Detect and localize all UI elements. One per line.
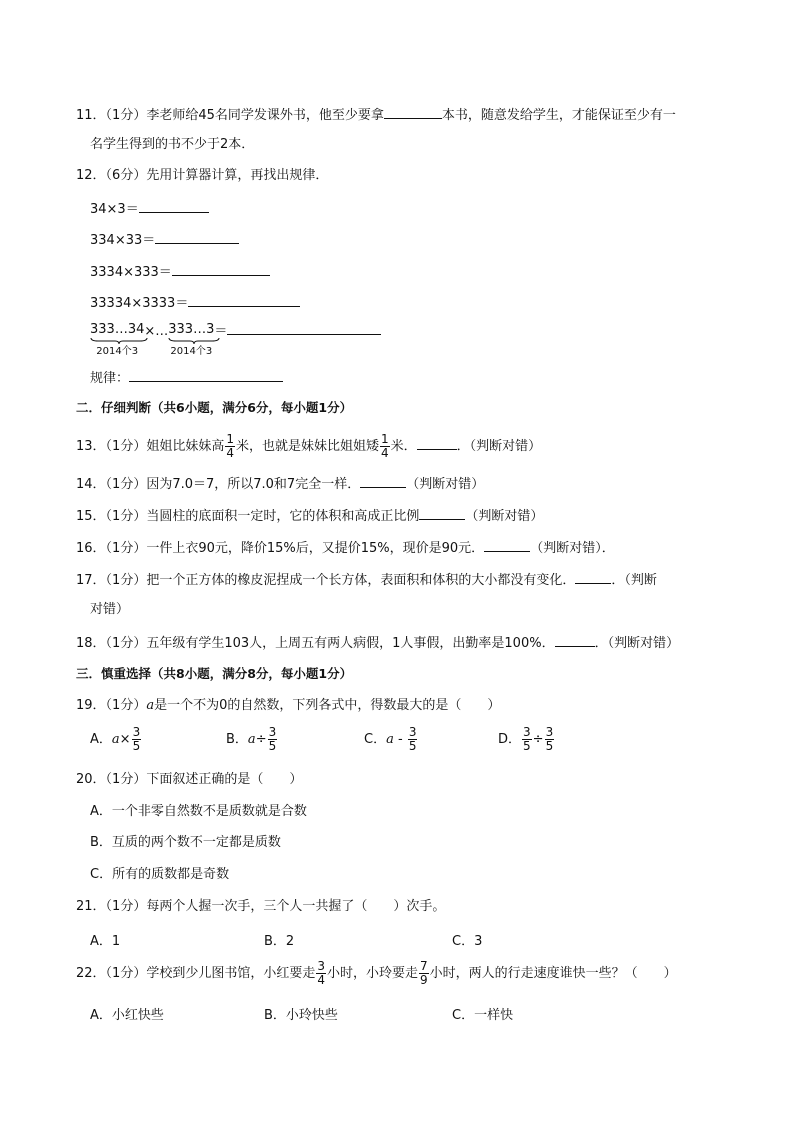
frac-den: 4	[380, 446, 389, 460]
q21-option-b[interactable]: B．2	[264, 934, 295, 949]
frac-den: 9	[419, 973, 428, 987]
q19-pre: 19．（1分）	[76, 698, 147, 713]
q12-eq-4-text: 33334×3333＝	[90, 296, 189, 311]
q16-tail: （判断对错）．	[530, 541, 615, 556]
q20-option-c[interactable]: C．所有的质数都是奇数	[90, 867, 230, 882]
q19-option-d[interactable]	[498, 726, 555, 753]
q12-eq-4-blank[interactable]	[188, 292, 300, 307]
q12-eq-1-text: 34×3＝	[90, 202, 139, 217]
frac-num: 1	[380, 432, 389, 446]
frac-den: 5	[523, 739, 531, 753]
q17-text: 17．（1分）把一个正方体的橡皮泥捏成一个长方体，表面积和体积的大小都没有变化．	[76, 573, 576, 588]
q12-eq-2-text: 334×33＝	[90, 233, 156, 248]
option-fraction	[132, 726, 142, 753]
q11-line1	[76, 104, 676, 124]
q13-pre: 13．（1分）姐姐比妹妹高	[76, 439, 225, 454]
q20-option-a[interactable]: A．一个非零自然数不是质数就是合数	[90, 804, 307, 819]
q12-eq-3-blank[interactable]	[172, 261, 270, 276]
q18-text: 18．（1分）五年级有学生103人，上周五有两人病假，1人事假，出勤率是100%．	[76, 636, 555, 651]
q17-tail: ．（判断	[611, 573, 657, 588]
q12-brace-label-2: 2014个3	[170, 346, 213, 357]
section3-title: 三．慎重选择（共8小题，满分8分，每小题1分）	[76, 666, 353, 681]
q22-option-a[interactable]: A．小红快些	[90, 1008, 164, 1023]
q12-rule-label: 规律：	[90, 371, 130, 386]
q14	[76, 473, 484, 493]
q12-eq-3-text: 3334×333＝	[90, 265, 172, 280]
q12-rule-blank[interactable]	[129, 367, 283, 382]
q14-text: 14．（1分）因为7.0＝7，所以7.0和7完全一样．	[76, 477, 361, 492]
frac-num: 3	[545, 725, 554, 739]
frac-den: 5	[545, 739, 554, 753]
q15-tail: （判断对错）	[465, 509, 544, 524]
q12-eq-4	[90, 292, 300, 312]
q17-line2: 对错）	[90, 602, 130, 617]
q12-eq-3	[90, 261, 270, 281]
q14-answer-blank[interactable]	[360, 473, 406, 488]
q11-text-post: 本书，随意发给学生，才能保证至少有一	[441, 108, 676, 123]
q13-fraction-1	[225, 433, 235, 460]
q22-post: 小时，两人的行走速度谁快一些？（ ）	[429, 966, 677, 981]
option-op: -	[393, 732, 407, 747]
q12-eq-2-blank[interactable]	[155, 229, 239, 244]
q20-title: 20．（1分）下面叙述正确的是（ ）	[76, 772, 303, 787]
frac-num: 1	[226, 432, 234, 446]
q22	[76, 960, 677, 988]
frac-den: 4	[226, 446, 234, 460]
q19-post: 是一个不为0的自然数，下列各式中，得数最大的是（ ）	[154, 698, 501, 713]
section2-title: 二．仔细判断（共6小题，满分6分，每小题1分）	[76, 400, 353, 415]
option-op: ×	[119, 732, 131, 747]
q22-option-b[interactable]: B．小玲快些	[264, 1008, 338, 1023]
q21-option-c[interactable]: C．3	[452, 934, 483, 949]
option-fraction-1	[522, 726, 532, 753]
frac-num: 7	[419, 959, 428, 973]
q13-mid: 米，也就是妹妹比姐姐矮	[235, 439, 379, 454]
q22-pre: 22．（1分）学校到少儿图书馆，小红要走	[76, 966, 316, 981]
frac-num: 3	[132, 725, 141, 739]
q22-fraction-1	[316, 960, 326, 987]
q13-tail: ．（判断对错）	[456, 439, 542, 454]
q18-tail: ．（判断对错）	[594, 636, 680, 651]
q15-answer-blank[interactable]	[419, 505, 465, 520]
option-label: D．	[498, 732, 522, 747]
q12-brace-label-1: 2014个3	[96, 346, 139, 357]
q19-option-a[interactable]	[90, 726, 142, 753]
q20-option-b[interactable]: B．互质的两个数不一定都是质数	[90, 835, 281, 850]
q21-option-a[interactable]: A．1	[90, 934, 121, 949]
frac-num: 3	[317, 959, 325, 973]
q12-eq-1-blank[interactable]	[139, 198, 209, 213]
q12-rule	[90, 367, 283, 387]
q15-text: 15．（1分）当圆柱的底面积一定时，它的体积和高成正比例	[76, 509, 420, 524]
q21-title: 21．（1分）每两个人握一次手，三个人一共握了（ ）次手。	[76, 899, 446, 914]
q12-pattern-times: ×…	[144, 324, 169, 339]
q12-eq-2	[90, 229, 239, 249]
q13-answer-blank[interactable]	[417, 435, 457, 450]
option-label: A．	[90, 732, 112, 747]
q15	[76, 505, 543, 525]
q12-eq-1	[90, 198, 209, 218]
option-op: ÷	[532, 732, 544, 747]
option-op: ÷	[255, 732, 267, 747]
option-label: B．	[226, 732, 248, 747]
q14-tail: （判断对错）	[406, 477, 485, 492]
q12-pattern	[90, 320, 381, 358]
q22-option-c[interactable]: C．一样快	[452, 1008, 514, 1023]
q18	[76, 632, 679, 652]
q11-text: 11．（1分）李老师给45名同学发课外书，他至少要拿	[76, 108, 384, 123]
option-fraction	[268, 726, 278, 753]
option-var: a	[111, 732, 120, 747]
q13-post: 米．	[390, 439, 417, 454]
q13-fraction-2	[380, 433, 390, 460]
frac-den: 4	[317, 973, 325, 987]
q17-answer-blank[interactable]	[575, 569, 611, 584]
q19-var: a	[146, 698, 155, 713]
frac-num: 3	[408, 725, 417, 739]
frac-num: 3	[523, 725, 531, 739]
q16-answer-blank[interactable]	[484, 537, 530, 552]
q16	[76, 537, 615, 557]
q12-title: 12．（6分）先用计算器计算，再找出规律．	[76, 168, 329, 183]
q12-pattern-second	[168, 320, 215, 357]
option-fraction	[408, 726, 418, 753]
q11-answer-blank[interactable]	[384, 104, 442, 119]
q11-line2: 名学生得到的书不少于2本．	[90, 137, 255, 152]
q16-text: 16．（1分）一件上衣90元，降价15%后，又提价15%，现价是90元．	[76, 541, 485, 556]
q12-pattern-second-text: 333…3	[168, 322, 215, 337]
q19-option-b[interactable]	[226, 726, 278, 753]
q12-pattern-first-text: 333…34	[90, 322, 145, 337]
q18-answer-blank[interactable]	[555, 632, 595, 647]
frac-den: 5	[408, 739, 417, 753]
q19	[76, 696, 500, 716]
q22-fraction-2	[419, 960, 429, 987]
frac-den: 5	[132, 739, 141, 753]
q17-line1	[76, 569, 657, 589]
q12-pattern-blank[interactable]	[227, 320, 381, 335]
option-var: a	[386, 732, 394, 747]
q12-pattern-eq: ＝	[214, 324, 228, 339]
frac-den: 5	[268, 739, 277, 753]
q19-option-c[interactable]	[364, 726, 418, 753]
option-label: C．	[364, 732, 387, 747]
frac-num: 3	[268, 725, 277, 739]
option-var: a	[247, 732, 256, 747]
q13	[76, 433, 541, 459]
q12-pattern-first	[90, 320, 145, 357]
q22-mid: 小时，小玲要走	[326, 966, 418, 981]
option-fraction-2	[545, 726, 555, 753]
